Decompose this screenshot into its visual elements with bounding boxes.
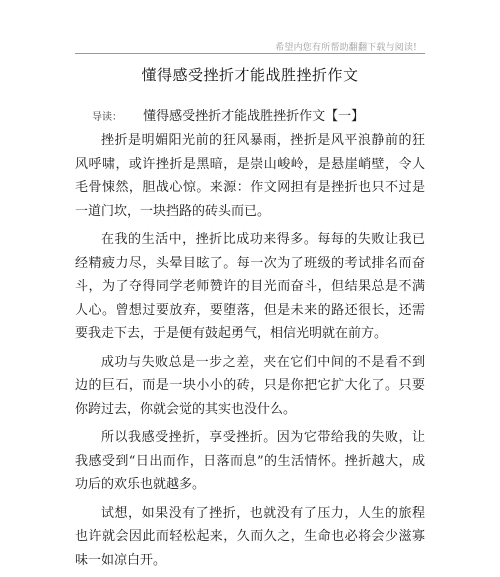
document-body <box>75 129 425 577</box>
paragraph: 在我的生活中，挫折比成功来得多。每每的失败让我已经精疲力尽，头晕目眩了。每一次为了班级的考试排名而奋斗，为了夺得同学老师赞许的目光而奋斗，但结果总是不满人心。曾想过要放弃，要堕落，但是未来的路还很长，还需要我走下去，于是便有鼓起勇气，相信光明就在前方。 <box>75 232 425 341</box>
paragraph: 挫折是明媚阳光前的狂风暴雨，挫折是风平浪静前的狂风呼啸，或许挫折是黑暗，是崇山峻岭，是悬崖峭壁，令人毛骨悚然，胆战心惊。来源：作文网担有是挫折也只不过是一道门坎，一块挡路的砖头而已。 <box>75 133 425 219</box>
guide-title: 懂得感受挫折才能战胜挫折作文【一】 <box>143 109 365 124</box>
header-note: 希望内您有所帮助翻翻下载与阅读! <box>275 43 417 53</box>
header-divider <box>75 53 425 54</box>
document-title: 懂得感受挫折才能战胜挫折作文 <box>141 66 359 84</box>
paragraph: 试想，如果没有了挫折，也就没有了压力，人生的旅程也许就会因此而轻松起来，久而久之，生命也必将会少滋寡味一如凉白开。 <box>75 505 425 568</box>
paragraph: 成功与失败总是一步之差，夹在它们中间的不是看不到边的巨石，而是一块小小的砖，只是你把它扩大化了。只要你跨过去，你就会觉的其实也没什么。 <box>75 354 425 417</box>
guide-line <box>92 105 364 124</box>
paragraph: 所以我感受挫折，享受挫折。因为它带给我的失败，让我感受到“日出而作，日落而息”的生活情怀。挫折越大，成功后的欢乐也就越多。 <box>75 430 425 492</box>
guide-label: 导读： <box>92 112 122 123</box>
